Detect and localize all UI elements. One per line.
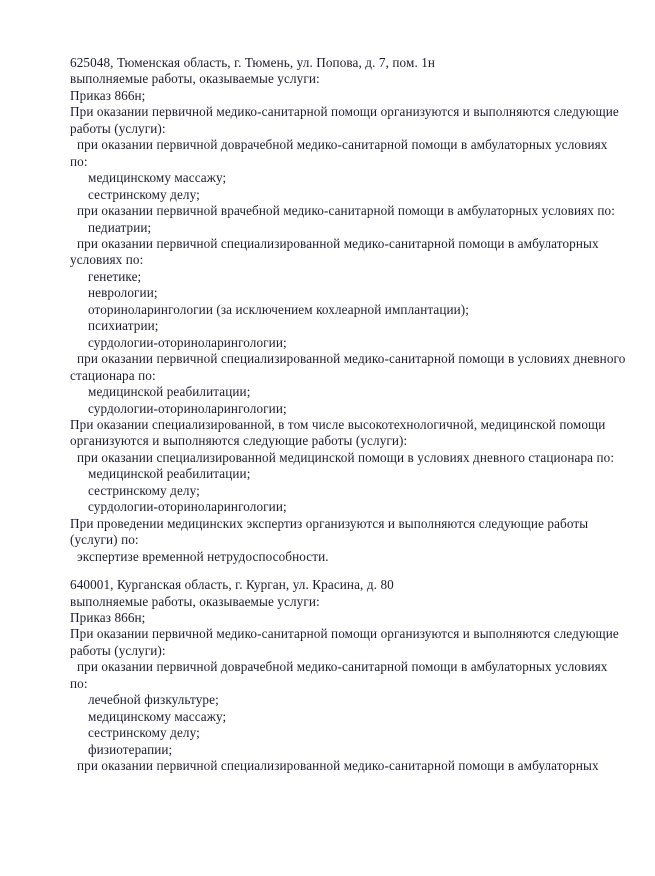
- text-line: при оказании первичной специализированной медико-санитарной помощи в условиях дневного: [77, 351, 626, 367]
- text-line: лечебной физкультуре;: [88, 692, 219, 708]
- text-line: условиях по:: [70, 252, 144, 268]
- text-line: При оказании специализированной, в том числе высокотехнологичной, медицинской помощи: [70, 416, 606, 432]
- text-line: при оказании первичной специализированной медико-санитарной помощи в амбулаторных: [77, 235, 599, 251]
- text-line: при оказании первичной врачебной медико-санитарной помощи в амбулаторных условиях по:: [77, 203, 615, 219]
- text-line: оториноларингологии (за исключением кохлеарной имплантации);: [88, 301, 470, 317]
- text-line: При оказании первичной медико-санитарной помощи организуются и выполняются следующие: [70, 104, 619, 120]
- text-line: генетике;: [88, 268, 142, 284]
- text-line: Приказ 866н;: [70, 609, 146, 625]
- text-line: при оказании первичной доврачебной медико-санитарной помощи в амбулаторных условиях: [77, 659, 608, 675]
- text-line: сурдологии-оториноларингологии;: [88, 400, 287, 416]
- text-line: физиотерапии;: [88, 741, 173, 757]
- text-line: работы (услуги):: [70, 642, 166, 658]
- text-line: медицинскому массажу;: [88, 170, 227, 186]
- text-line: При оказании первичной медико-санитарной помощи организуются и выполняются следующие: [70, 626, 619, 642]
- text-line: Приказ 866н;: [70, 87, 146, 103]
- text-line: сурдологии-оториноларингологии;: [88, 499, 287, 515]
- text-line: сестринскому делу;: [88, 482, 200, 498]
- text-line: сурдологии-оториноларингологии;: [88, 334, 287, 350]
- text-line: организуются и выполняются следующие работы (услуги):: [70, 433, 408, 449]
- text-line: выполняемые работы, оказываемые услуги:: [70, 71, 320, 87]
- text-line: психиатрии;: [88, 318, 159, 334]
- text-line: медицинской реабилитации;: [88, 384, 251, 400]
- text-line: педиатрии;: [88, 219, 152, 235]
- text-line: при оказании первичной доврачебной медико-санитарной помощи в амбулаторных условиях: [77, 137, 608, 153]
- text-line: При проведении медицинских экспертиз организуются и выполняются следующие работы: [70, 515, 589, 531]
- text-line: стационара по:: [70, 367, 156, 383]
- text-line: выполняемые работы, оказываемые услуги:: [70, 593, 320, 609]
- address-block-2: [70, 577, 625, 774]
- text-line: медицинской реабилитации;: [88, 466, 251, 482]
- text-line: (услуги) по:: [70, 532, 139, 548]
- text-line: по:: [70, 675, 88, 691]
- document-body: [70, 55, 625, 774]
- text-line: неврологии;: [88, 285, 158, 301]
- text-line: сестринскому делу;: [88, 725, 200, 741]
- text-line: при оказании специализированной медицинской помощи в условиях дневного стационара по:: [77, 449, 615, 465]
- text-line: 640001, Курганская область, г. Курган, ул. Красина, д. 80: [70, 577, 394, 593]
- text-line: медицинскому массажу;: [88, 708, 227, 724]
- text-line: 625048, Тюменская область, г. Тюмень, ул. Попова, д. 7, пом. 1н: [70, 55, 436, 70]
- text-line: по:: [70, 153, 88, 169]
- text-line: работы (услуги):: [70, 120, 166, 136]
- address-block-1: [70, 55, 625, 565]
- text-line: при оказании первичной специализированной медико-санитарной помощи в амбулаторных: [77, 758, 599, 774]
- text-line: экспертизе временной нетрудоспособности.: [77, 548, 329, 564]
- text-line: сестринскому делу;: [88, 186, 200, 202]
